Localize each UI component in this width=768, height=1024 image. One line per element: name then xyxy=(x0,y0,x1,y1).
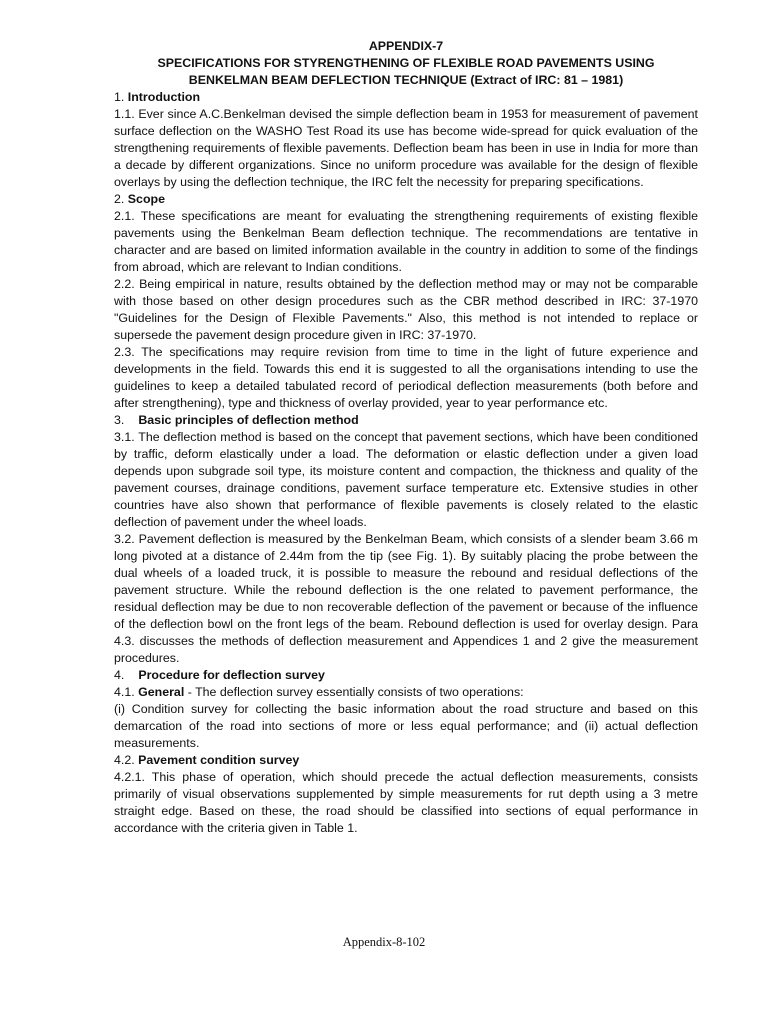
paragraph-4-2 xyxy=(114,752,698,769)
paragraph-3-2: 3.2. Pavement deflection is measured by the Benkelman Beam, which consists of a slender beam 3.66 m long pivoted at a distance of 2.44m from the tip (see Fig. 1). By suitably placing the probe between the dual wheels of a loaded truck, it is possible to measure the rebound and residual deflections of the pavement structure. While the rebound deflection is the one related to pavement performance, the residual deflection may be due to non recoverable deflection of the pavement or because of the influence of the deflection bowl on the front legs of the beam. Rebound deflection is used for overlay design. Para 4.3. discusses the methods of deflection measurement and Appendices 1 and 2 give the measurement procedures. xyxy=(114,532,698,665)
paragraph-4-1 xyxy=(114,684,698,701)
paragraph-2-1: 2.1. These specifications are meant for evaluating the strengthening requirements of existing flexible pavements using the Benkelman Beam deflection technique. The recommendations are tentative in character and are based on limited information available in the country in addition to some of the findings from abroad, which are relevant to Indian conditions. xyxy=(114,209,698,274)
section-number: 4. xyxy=(114,668,125,682)
paragraph-heading: Pavement condition survey xyxy=(138,753,300,767)
section-heading-procedure xyxy=(114,667,698,684)
section-number: 2. xyxy=(114,192,125,206)
paragraph-1-1: 1.1. Ever since A.C.Benkelman devised the simple deflection beam in 1953 for measurement of pavement surface deflection on the WASHO Test Road its use has become wide-spread for quick evaluation of the strengthening requirements of flexible pavements. Deflection beam has been in use in India for more than a decade by different organizations. Since no uniform procedure was available for the design of flexible overlays by using the deflection technique, the IRC felt the necessity for preparing specifications. xyxy=(114,107,698,189)
section-heading-scope xyxy=(114,191,698,208)
section-heading-introduction xyxy=(114,89,698,106)
section-number: 1. xyxy=(114,90,125,104)
paragraph-heading: General xyxy=(138,685,185,699)
paragraph-number: 4.2. xyxy=(114,753,135,767)
document-title-line-2: BENKELMAN BEAM DEFLECTION TECHNIQUE (Extract of IRC: 81 – 1981) xyxy=(188,73,624,87)
paragraph-2-2: 2.2. Being empirical in nature, results obtained by the deflection method may or may not be comparable with those based on other design procedures such as the CBR method described in IRC: 37-1970 "Guidelines for the Design of Flexible Pavements." Also, this method is not intended to replace or supersede the pavement design procedure given in IRC: 37-1970. xyxy=(114,277,698,342)
page-footer: Appendix-8-102 xyxy=(342,935,426,949)
paragraph-4-2-1: 4.2.1. This phase of operation, which should precede the actual deflection measurements, consists primarily of visual observations supplemented by simple measurements for rut depth using a 3 metre straight edge. Based on these, the road should be classified into sections of equal performance in accordance with the criteria given in Table 1. xyxy=(114,770,698,835)
document-page xyxy=(114,38,698,837)
section-title: Procedure for deflection survey xyxy=(138,668,325,682)
section-number: 3. xyxy=(114,413,125,427)
section-title: Introduction xyxy=(127,90,201,104)
appendix-number: APPENDIX-7 xyxy=(368,39,444,53)
section-title: Basic principles of deflection method xyxy=(138,413,359,427)
paragraph-3-1: 3.1. The deflection method is based on the concept that pavement sections, which have been conditioned by traffic, deform elastically under a load. The deformation or elastic deflection under a given load depends upon subgrade soil type, its moisture content and compaction, the thickness and quality of the pavement courses, drainage conditions, pavement surface temperature etc. Extensive studies in other countries have also shown that performance of flexible pavements is closely related to the elastic deflection of pavement under the wheel loads. xyxy=(114,430,698,529)
paragraph-2-3: 2.3. The specifications may require revision from time to time in the light of future experience and developments in the field. Towards this end it is suggested to all the organisations intending to use the guidelines to keep a detailed tabulated record of periodical deflection measurements (both before and after strengthening), type and thickness of overlay provided, year to year performance etc. xyxy=(114,345,698,410)
paragraph-number: 4.1. xyxy=(114,685,135,699)
paragraph-4-1-list: (i) Condition survey for collecting the basic information about the road structure and based on this demarcation of the road into sections of more or less equal performance; and (ii) actual deflection measurements. xyxy=(114,702,698,750)
paragraph-text: - The deflection survey essentially consists of two operations: xyxy=(184,685,524,699)
section-title: Scope xyxy=(127,192,165,206)
section-heading-basic-principles xyxy=(114,412,698,429)
document-title-line-1: SPECIFICATIONS FOR STYRENGTHENING OF FLEXIBLE ROAD PAVEMENTS USING xyxy=(157,56,655,70)
